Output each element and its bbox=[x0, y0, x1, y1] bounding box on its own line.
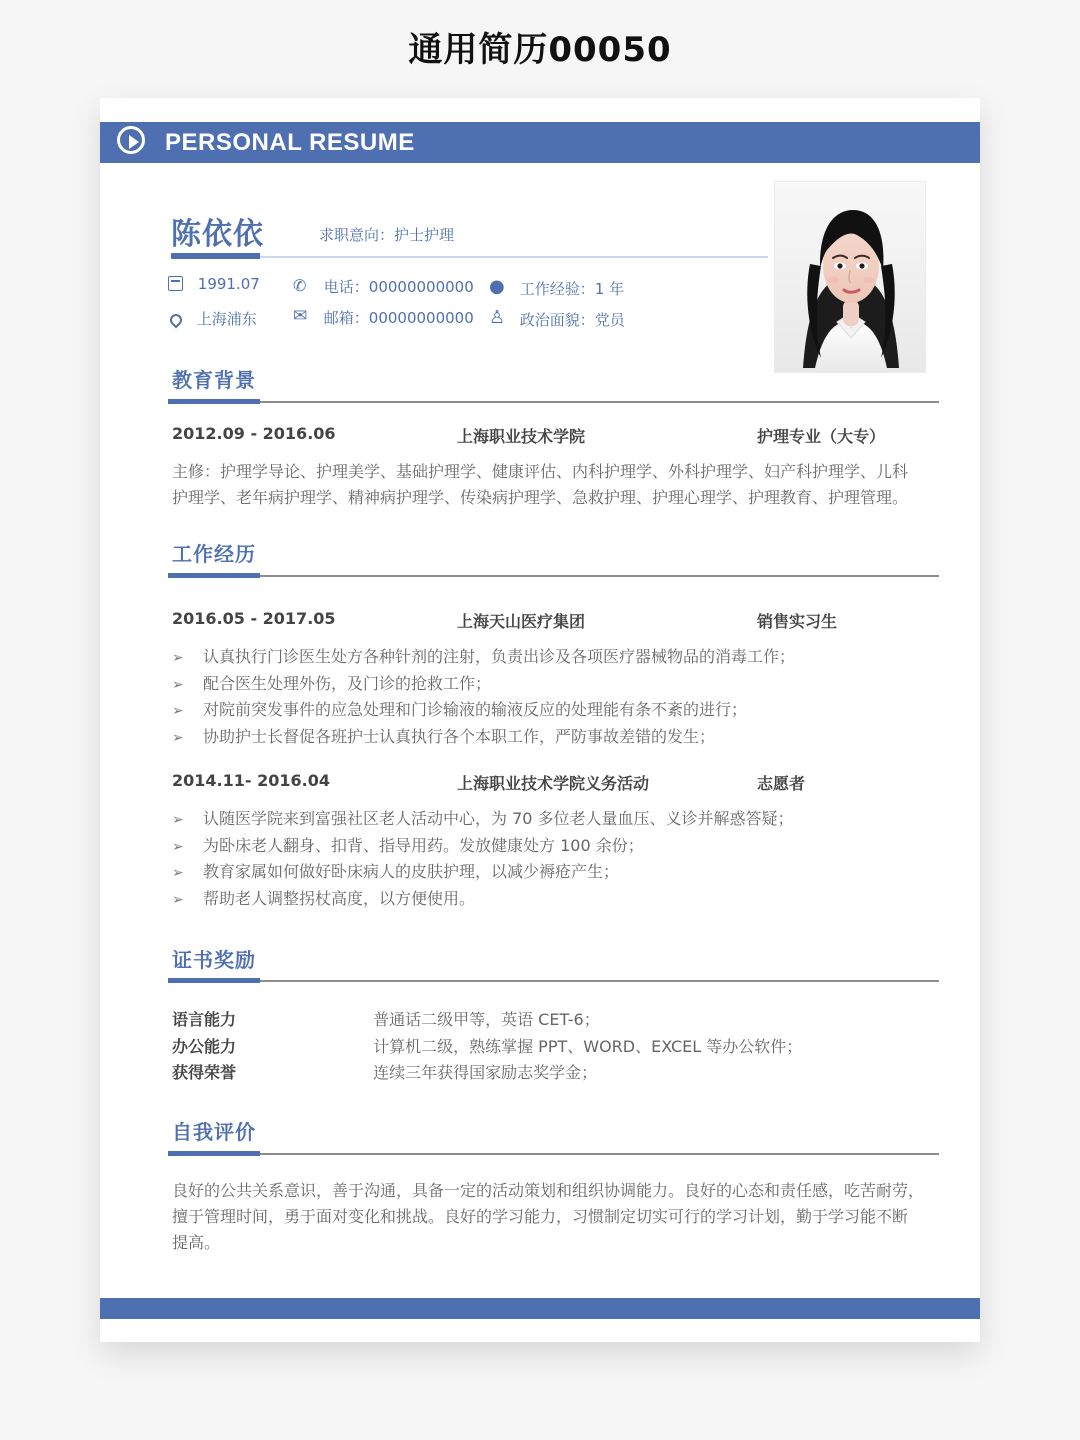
education-details-line-2: 护理学、老年病护理学、精神病护理学、传染病护理学、急救护理、护理心理学、护理教育、护理管理。 bbox=[172, 488, 909, 507]
footer-bar bbox=[100, 1298, 980, 1319]
phone-text: 电话：00000000000 bbox=[323, 278, 474, 296]
self-evaluation-text bbox=[172, 1178, 932, 1256]
education-major: 护理专业（大专） bbox=[757, 427, 886, 446]
certificate-value-office: 计算机二级，熟练掌握 PPT、WORD、EXCEL 等办公软件； bbox=[373, 1037, 803, 1056]
list-item-text: 教育家属如何做好卧床病人的皮肤护理，以减少褥疮产生； bbox=[203, 862, 620, 881]
work-organization-1: 上海天山医疗集团 bbox=[457, 612, 586, 631]
work-list-1 bbox=[172, 644, 932, 750]
profile-photo bbox=[774, 181, 926, 373]
chevron-right-icon: ➢ bbox=[172, 729, 184, 746]
profile-photo-art bbox=[775, 182, 926, 373]
list-item-text: 为卧床老人翻身、扣背、指导用药。发放健康处方 100 余份； bbox=[203, 835, 644, 855]
education-details-line-1: 主修：护理学导论、护理美学、基础护理学、健康评估、内科护理学、外科护理学、妇产科护理学、儿科 bbox=[172, 462, 909, 481]
person-icon bbox=[490, 312, 505, 327]
self-evaluation-line-2: 擅于管理时间，勇于面对变化和挑战。良好的学习能力，习惯制定切实可行的学习计划，勤于学习能不断 bbox=[172, 1207, 909, 1226]
header-divider bbox=[171, 256, 768, 258]
list-item-text: 认随医学院来到富强社区老人活动中心，为 70 多位老人量血压、义诊并解惑答疑； bbox=[203, 809, 794, 828]
resume-sheet bbox=[100, 98, 980, 1342]
work-organization-2: 上海职业技术学院义务活动 bbox=[457, 774, 650, 793]
self-evaluation-line-3: 提高。 bbox=[172, 1233, 221, 1252]
education-accent bbox=[168, 399, 260, 404]
certificate-row-language bbox=[172, 1007, 932, 1034]
self-evaluation-accent bbox=[168, 1151, 260, 1156]
certificate-label-language: 语言能力 bbox=[172, 1010, 237, 1029]
politics-text: 政治面貌：党员 bbox=[519, 311, 625, 329]
chevron-right-icon: ➢ bbox=[172, 650, 184, 666]
email-text: 邮箱：00000000000 bbox=[323, 309, 474, 327]
certificates-accent bbox=[168, 978, 260, 983]
birth-date-text: 1991.07 bbox=[197, 275, 260, 293]
list-item bbox=[172, 886, 932, 913]
phone-item bbox=[294, 276, 474, 297]
calendar-icon bbox=[168, 276, 183, 291]
location-item bbox=[168, 308, 257, 329]
candidate-name: 陈依依 bbox=[171, 217, 264, 252]
education-period: 2012.09 - 2016.06 bbox=[172, 424, 336, 443]
list-item bbox=[172, 833, 932, 860]
list-item bbox=[172, 806, 932, 833]
experience-item bbox=[490, 278, 624, 299]
experience-text: 工作经验：1 年 bbox=[519, 280, 625, 298]
email-item bbox=[294, 307, 474, 328]
work-period-2: 2014.11- 2016.04 bbox=[172, 771, 330, 790]
job-target: 求职意向：护士护理 bbox=[319, 226, 455, 244]
list-item-text: 配合医生处理外伤，及门诊的抢救工作； bbox=[203, 673, 492, 693]
list-item-text: 帮助老人调整拐杖高度，以方便使用。 bbox=[203, 888, 476, 908]
work-title: 工作经历 bbox=[172, 542, 256, 566]
politics-item bbox=[490, 309, 625, 330]
certificate-label-office: 办公能力 bbox=[172, 1037, 237, 1056]
certificate-value-language: 普通话二级甲等，英语 CET-6； bbox=[373, 1010, 600, 1029]
work-role-1: 销售实习生 bbox=[757, 612, 838, 631]
chat-icon bbox=[490, 281, 505, 296]
list-item-text: 对院前突发事件的应急处理和门诊输液的输液反应的处理能有条不紊的进行； bbox=[203, 700, 748, 719]
education-divider bbox=[168, 401, 939, 403]
chevron-right-icon: ➢ bbox=[172, 838, 184, 855]
resume-banner-title: PERSONAL RESUME bbox=[165, 129, 415, 156]
location-icon bbox=[168, 312, 185, 329]
name-underline bbox=[171, 253, 260, 259]
location-text: 上海浦东 bbox=[196, 310, 257, 328]
resume-banner bbox=[100, 122, 980, 163]
self-evaluation-title: 自我评价 bbox=[172, 1120, 256, 1144]
list-item-text: 认真执行门诊医生处方各种针剂的注射，负责出诊及各项医疗器械物品的消毒工作； bbox=[203, 647, 796, 666]
chevron-right-icon: ➢ bbox=[172, 703, 184, 719]
chevron-right-icon: ➢ bbox=[172, 865, 184, 881]
certificate-row-office bbox=[172, 1034, 932, 1061]
education-details bbox=[172, 459, 932, 511]
education-school: 上海职业技术学院 bbox=[457, 427, 586, 446]
certificate-row-honor bbox=[172, 1060, 932, 1087]
list-item-text: 协助护士长督促各班护士认真执行各个本职工作，严防事故差错的发生； bbox=[203, 726, 716, 746]
mail-icon bbox=[294, 310, 309, 325]
list-item bbox=[172, 697, 932, 724]
list-item bbox=[172, 671, 932, 698]
self-evaluation-divider bbox=[168, 1153, 939, 1155]
certificate-value-honor: 连续三年获得国家励志奖学金； bbox=[373, 1063, 598, 1082]
phone-icon bbox=[294, 279, 309, 294]
chevron-right-icon: ➢ bbox=[172, 812, 184, 828]
list-item bbox=[172, 859, 932, 886]
list-item bbox=[172, 644, 932, 671]
work-role-2: 志愿者 bbox=[757, 774, 806, 793]
birth-date-item bbox=[168, 275, 260, 293]
play-circle-icon bbox=[117, 126, 145, 154]
work-list-2 bbox=[172, 806, 932, 912]
page-title: 通用简历00050 bbox=[408, 30, 672, 70]
certificates-divider bbox=[168, 980, 939, 982]
chevron-right-icon: ➢ bbox=[172, 891, 184, 908]
self-evaluation-line-1: 良好的公共关系意识，善于沟通，具备一定的活动策划和组织协调能力。良好的心态和责任感，吃苦耐劳， bbox=[172, 1181, 925, 1200]
certificate-label-honor: 获得荣誉 bbox=[172, 1063, 237, 1082]
work-period-1: 2016.05 - 2017.05 bbox=[172, 609, 336, 628]
chevron-right-icon: ➢ bbox=[172, 676, 184, 693]
list-item bbox=[172, 724, 932, 751]
education-title: 教育背景 bbox=[172, 368, 256, 392]
work-accent bbox=[168, 573, 260, 578]
certificates-title: 证书奖励 bbox=[172, 948, 256, 972]
work-divider bbox=[168, 575, 939, 577]
